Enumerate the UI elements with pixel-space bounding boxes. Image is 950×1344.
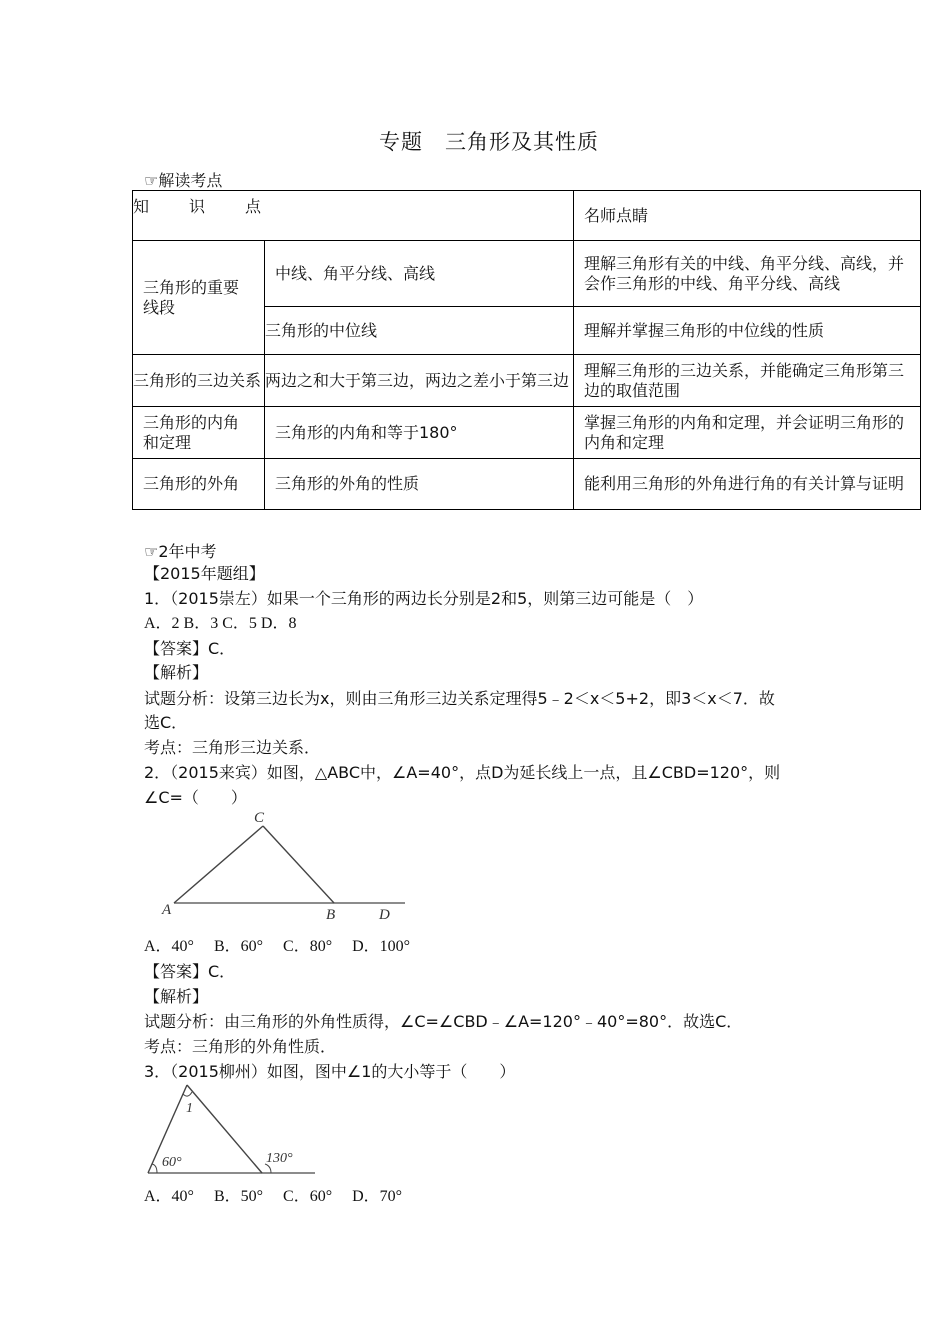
table-cell-tip: 掌握三角形的内角和定理，并会证明三角形的内角和定理 (574, 407, 921, 459)
question-2-analysis-label: 【解析】 (144, 987, 209, 1006)
table-header-tips: 名师点睛 (574, 191, 921, 241)
section-heading-interpretation: ☞解读考点 (144, 171, 223, 190)
side-cb (263, 826, 334, 903)
table-cell-group: 三角形的三边关系 (133, 355, 265, 407)
label-d: D (379, 907, 390, 923)
table-cell-topic: 三角形的中位线 (265, 307, 574, 355)
table-cell-group: 三角形的内角和定理 (133, 407, 265, 459)
question-2-answer: 【答案】C． (144, 962, 236, 981)
page-title: 专题 三角形及其性质 (379, 130, 599, 154)
question-2-analysis: 试题分析：由三角形的外角性质得，∠C=∠CBD﹣∠A=120°﹣40°=80°．故选C． (144, 1012, 743, 1031)
table-cell-tip: 理解三角形有关的中线、角平分线、高线，并会作三角形的中线、角平分线、高线 (574, 241, 921, 307)
table-cell-topic: 三角形的内角和等于180° (265, 407, 574, 459)
table-cell-topic: 中线、角平分线、高线 (265, 241, 574, 307)
question-1-analysis: 试题分析：设第三边长为x，则由三角形三边关系定理得5﹣2＜x＜5+2，即3＜x＜7．故 (144, 689, 775, 708)
question-1-analysis-cont: 选C． (144, 713, 188, 732)
label-a: A (162, 902, 172, 918)
table-header-row (133, 191, 921, 241)
table-row (133, 241, 921, 307)
table-cell-tip: 理解并掌握三角形的中位线的性质 (574, 307, 921, 355)
section-heading-exams: ☞2年中考 (144, 542, 217, 561)
question-1-options: A．2 B．3 C．5 D．8 (144, 615, 297, 632)
question-2-options: A．40° B．60° C．80° D．100° (144, 938, 411, 955)
table-cell-topic: 三角形的外角的性质 (265, 459, 574, 510)
label-c: C (254, 810, 265, 826)
table-cell-group: 三角形的重要线段 (133, 241, 265, 355)
angle-60-arc (152, 1164, 157, 1173)
table-cell-tip: 理解三角形的三边关系，并能确定三角形第三边的取值范围 (574, 355, 921, 407)
question-1-kaodian: 考点：三角形三边关系． (144, 738, 321, 757)
table-cell-topic: 两边之和大于第三边，两边之差小于第三边 (265, 355, 574, 407)
question-1-answer: 【答案】C． (144, 639, 236, 658)
group-label: 【2015年题组】 (144, 564, 265, 583)
question-2-stem-cont: ∠C=（ ） (144, 788, 247, 807)
question-1-stem: 1．（2015崇左）如果一个三角形的两边长分别是2和5，则第三边可能是（ ） (144, 589, 704, 608)
question-3-options: A．40° B．50° C．60° D．70° (144, 1188, 403, 1205)
label-angle-1: 1 (186, 1101, 193, 1116)
table-row (133, 407, 921, 459)
table-cell-tip: 能利用三角形的外角进行角的有关计算与证明 (574, 459, 921, 510)
triangle-angle-figure (140, 1080, 320, 1178)
triangle-abc-figure (150, 805, 410, 925)
question-1-analysis-label: 【解析】 (144, 663, 209, 682)
side-right (187, 1085, 262, 1173)
table-header-knowledge: 知 识 点 (133, 191, 574, 241)
label-angle-60: 60° (162, 1155, 182, 1170)
table-row (133, 355, 921, 407)
label-angle-130: 130° (266, 1151, 293, 1166)
table-row (133, 459, 921, 510)
knowledge-table (132, 190, 921, 510)
question-2-kaodian: 考点：三角形的外角性质． (144, 1037, 337, 1056)
question-3-stem: 3．（2015柳州）如图，图中∠1的大小等于（ ） (144, 1062, 516, 1081)
side-ac (174, 826, 263, 903)
table-cell-group: 三角形的外角 (133, 459, 265, 510)
label-b: B (326, 907, 336, 923)
question-2-stem: 2．（2015来宾）如图，△ABC中，∠A=40°，点D为延长线上一点，且∠CBD=120°，则 (144, 763, 781, 782)
